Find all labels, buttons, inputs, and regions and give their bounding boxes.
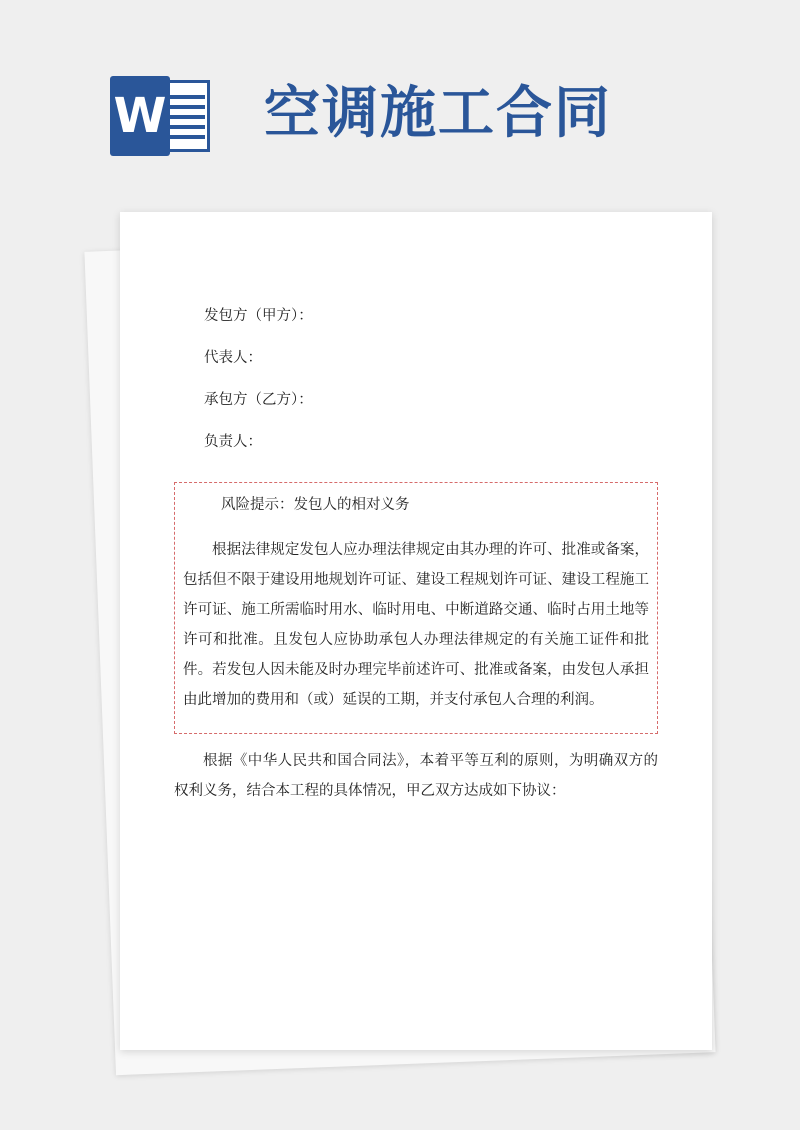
risk-notice-body: 根据法律规定发包人应办理法律规定由其办理的许可、批准或备案，包括但不限于建设用地规划许可证、建设工程规划许可证、建设工程施工许可证、施工所需临时用水、临时用电、中断道路交通、临时占用土地等许可和批准。且发包人应协助承包人办理法律规定的有关施工证件和批件。若发包人因未能及时办理完毕前述许可、批准或备案，由发包人承担由此增加的费用和（或）延误的工期，并支付承包人合理的利润。 xyxy=(183,542,649,708)
text-line-icon xyxy=(169,95,205,99)
field-representative: 代表人： xyxy=(204,350,262,366)
word-letter-badge: W xyxy=(110,76,170,156)
text-line-icon xyxy=(169,135,205,139)
text-line-icon xyxy=(169,125,205,129)
risk-notice-title: 风险提示：发包人的相对义务 xyxy=(221,497,410,513)
word-document-icon xyxy=(110,76,214,156)
contract-intro-paragraph: 根据《中华人民共和国合同法》，本着平等互利的原则，为明确双方的权利义务，结合本工程的具体情况，甲乙双方达成如下协议： xyxy=(174,753,658,799)
document-page xyxy=(120,212,712,1050)
header xyxy=(0,0,800,200)
field-responsible-person: 负责人： xyxy=(204,434,262,450)
text-line-icon xyxy=(169,115,205,119)
risk-notice-box xyxy=(174,482,658,734)
text-line-icon xyxy=(169,105,205,109)
field-employer: 发包方（甲方）： xyxy=(204,308,313,324)
page-title: 空调施工合同 xyxy=(264,81,612,146)
field-contractor: 承包方（乙方）： xyxy=(204,392,313,408)
